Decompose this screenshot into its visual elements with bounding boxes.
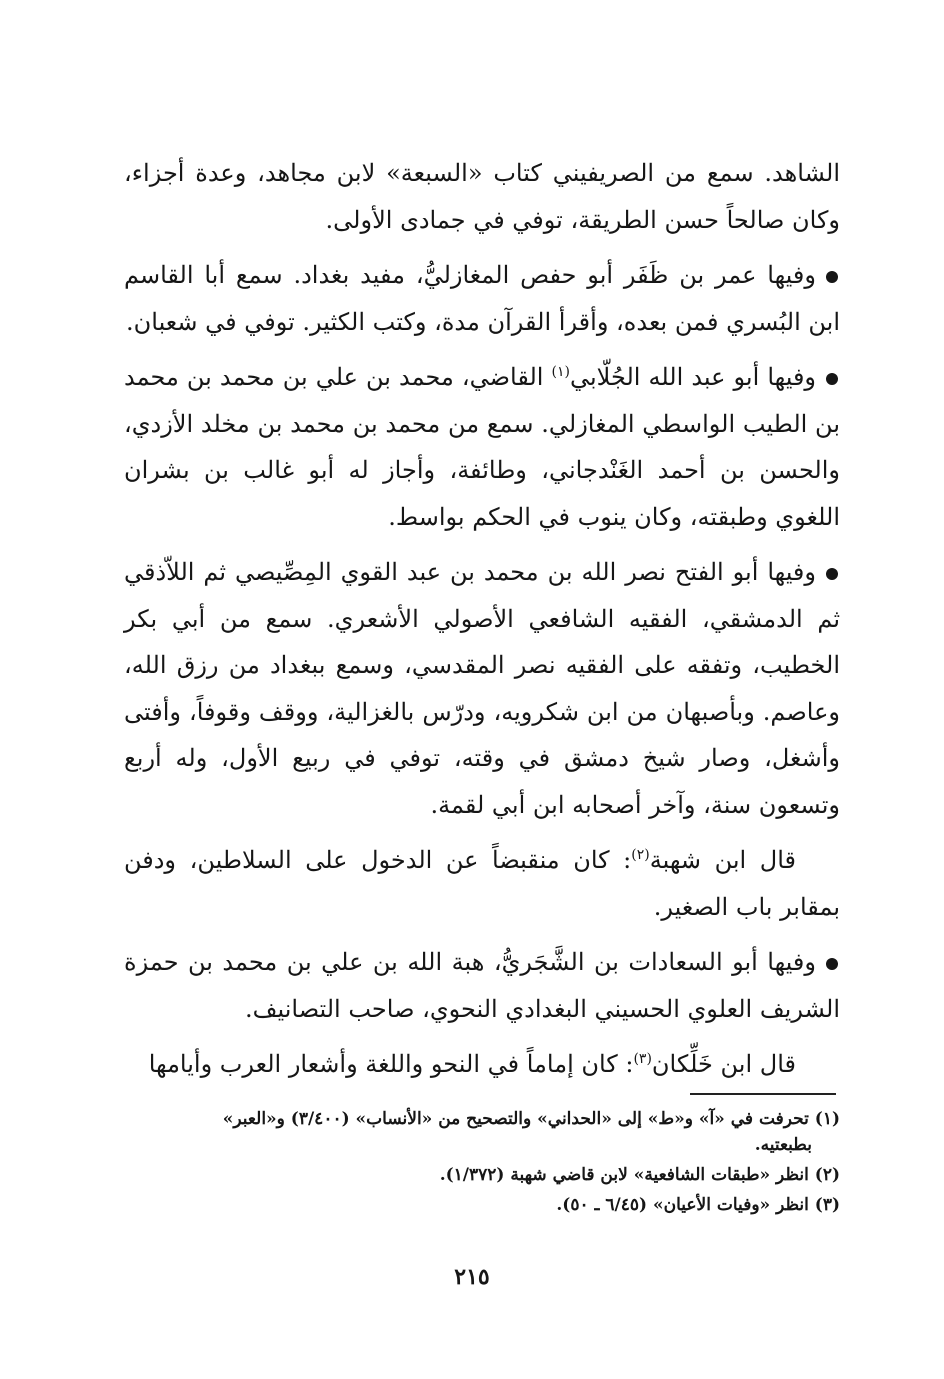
paragraph-3: [124, 354, 840, 540]
footnote-2-text: (٢) انظر «طبقات الشافعية» لابن قاضي شهبة (١/٣٧٢).: [439, 1165, 840, 1185]
footnote-divider: [690, 1093, 836, 1095]
main-text: [124, 150, 840, 1097]
bullet-icon: [826, 958, 838, 970]
paragraph-4: [124, 549, 840, 828]
footnote-ref-2: (٢): [631, 847, 650, 863]
bullet-icon: [826, 373, 838, 385]
page-number: ٢١٥: [454, 1264, 490, 1290]
footnote-3-text: (٣) انظر «وفيات الأعيان» (٦/٤٥ ـ ٥٠).: [556, 1195, 840, 1215]
footnote-1-continuation: بطبعتيه.: [754, 1135, 812, 1155]
paragraph-1-text: الشاهد. سمع من الصريفيني كتاب «السبعة» لابن مجاهد، وعدة أجزاء، وكان صالحاً حسن الطريقة، توفي في جمادى الأولى.: [124, 159, 840, 234]
bullet-icon: [826, 271, 838, 283]
footnote-1: [124, 1106, 840, 1158]
paragraph-7-text-end: : كان إماماً في النحو واللغة وأشعار العرب وأيامها: [148, 1050, 634, 1078]
paragraph-3-text-start: وفيها أبو عبد الله الجُلّابي: [569, 363, 817, 391]
paragraph-7-text-start: قال ابن خَلِّكان: [651, 1050, 796, 1078]
paragraph-5-text-end: : كان منقبضاً عن الدخول على السلاطين، ودفن بمقابر باب الصغير.: [124, 846, 840, 921]
paragraph-2: [124, 252, 840, 345]
paragraph-1: [124, 150, 840, 243]
bullet-icon: [826, 568, 838, 580]
footnote-2: [124, 1162, 840, 1188]
paragraph-7: [124, 1041, 840, 1088]
footnotes: [124, 1106, 840, 1222]
footnote-3: [124, 1192, 840, 1218]
footnote-1-text: (١) تحرفت في «آ» و«ط» إلى «الحداني» والتصحيح من «الأنساب» (٣/٤٠٠) و«العبر»: [222, 1109, 840, 1129]
paragraph-2-text: وفيها عمر بن ظَفَر أبو حفص المغازليُّ، مفيد بغداد. سمع أبا القاسم ابن البُسري فمن بعده، وأقرأ القرآن مدة، وكتب الكثير. توفي في شعبان.: [124, 261, 840, 336]
paragraph-4-text: وفيها أبو الفتح نصر الله بن محمد بن عبد القوي المِصِّيصي ثم اللاّذقي ثم الدمشقي، الفقيه الشافعي الأصولي الأشعري. سمع من أبي بكر الخطيب، وتفقه على الفقيه نصر المقدسي، وسمع ببغداد من رزق الله، وعاصم. وبأصبهان من ابن شكرويه، ودرّس بالغزالية، ووقف وقوفاً، وأفتى وأشغل، وصار شيخ دمشق في وقته، توفي في ربيع الأول، وله أربع وتسعون سنة، وآخر أصحابه ابن أبي لقمة.: [124, 558, 840, 819]
paragraph-5-text-start: قال ابن شهبة: [649, 846, 796, 874]
paragraph-5: [124, 837, 840, 930]
paragraph-6: [124, 939, 840, 1032]
footnote-ref-3: (٣): [633, 1051, 652, 1067]
footnote-ref-1: (١): [551, 364, 570, 380]
paragraph-3-text-end: القاضي، محمد بن علي بن محمد بن محمد بن الطيب الواسطي المغازلي. سمع من محمد بن محمد بن مخلد الأزدي، والحسن بن أحمد الغَنْدجاني، وطائفة، وأجاز له أبو غالب بن بشران اللغوي وطبقته، وكان ينوب في الحكم بواسط.: [124, 363, 841, 531]
paragraph-6-text: وفيها أبو السعادات بن الشَّجَريُّ، هبة الله بن علي بن محمد بن حمزة الشريف العلوي الحسيني البغدادي النحوي، صاحب التصانيف.: [124, 948, 840, 1023]
